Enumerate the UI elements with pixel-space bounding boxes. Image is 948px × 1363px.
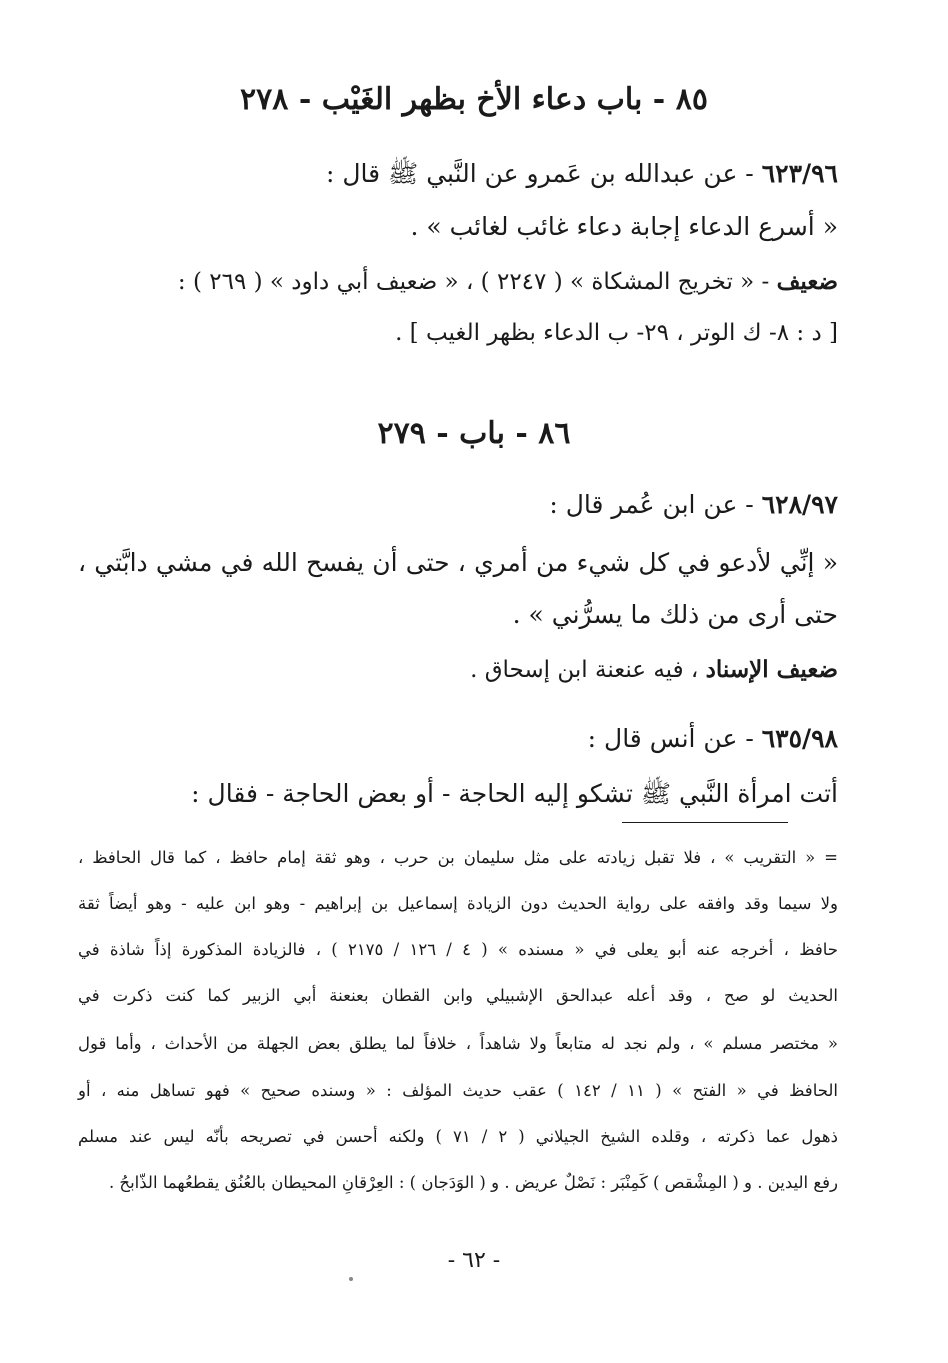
hadith-97-intro — [549, 490, 838, 519]
hadith-96-grade-note: - « تخريج المشكاة » ( ٢٢٤٧ ) ، « ضعيف أبي داود » ( ٢٦٩ ) : — [177, 269, 777, 295]
hadith-97-text-line-2: حتى أرى من ذلك ما يسرُّني » . — [512, 600, 838, 629]
footnote-line: الحافظ في « الفتح » ( ١١ / ١٤٢ ) عقب حديث المؤلف : « وسنده صحيح » فهو تساهل منه ، أو — [78, 1081, 838, 1100]
hadith-97-grade-line — [470, 656, 838, 683]
hadith-97-number: ٦٢٨/٩٧ — [761, 490, 838, 519]
hadith-97-grade: ضعيف الإسناد — [705, 656, 838, 683]
hadith-98-intro-text: - عن أنس قال : — [587, 724, 762, 753]
footnote-separator — [622, 822, 788, 823]
footnote-line: ذهول عما ذكرته ، وقلده الشيخ الجيلاني ( ٢ / ٧١ ) ولكنه أحسن في تصريحه بأنّه ليس عند مسلم — [78, 1127, 838, 1146]
chapter-85-heading: ٨٥ - باب دعاء الأخ بظهر الغَيْب - ٢٧٨ — [240, 82, 708, 117]
hadith-96-intro-text: - عن عبدالله بن عَمرو عن النَّبي ﷺ قال : — [326, 159, 762, 188]
footnote-line: = « التقريب » ، فلا تقبل زيادته على مثل سليمان بن حرب ، وهو ثقة إمام حافظ ، كما قال الحافظ ، — [78, 848, 838, 867]
hadith-96-number: ٦٢٣/٩٦ — [761, 159, 838, 188]
page-number: - ٦٢ - — [447, 1248, 501, 1273]
hadith-96-grade: ضعيف — [776, 268, 838, 295]
footnote-line: رفع اليدين . و ( المِشْقص ) كَمِنْبَر : نَصْلٌ عريض . و ( الوَدَجان ) : العِرْقانِ المحيطان بالعُنُق يقطعُهما الذّابحُ . — [108, 1173, 838, 1192]
hadith-97-grade-note: ، فيه عنعنة ابن إسحاق . — [470, 657, 706, 683]
scan-speck — [349, 1277, 353, 1281]
footnote-line: الحديث لو صح ، وقد أعله عبدالحق الإشبيلي وابن القطان بعنعنة أبي الزبير كما كنت ذكرت في — [78, 986, 838, 1005]
hadith-96-text: « أسرع الدعاء إجابة دعاء غائب لغائب » . — [410, 212, 838, 241]
hadith-98-intro — [588, 724, 838, 753]
hadith-98-number: ٦٣٥/٩٨ — [761, 724, 838, 753]
hadith-96-intro — [326, 158, 838, 195]
hadith-96-reference: [ د : ٨- ك الوتر ، ٢٩- ب الدعاء بظهر الغيب ] . — [395, 320, 838, 346]
footnote-line: ولا سيما وقد وافقه على رواية الحديث دون الزيادة إسماعيل بن إبراهيم - وهو ابن عليه - وهو أيضاً ثقة — [78, 894, 838, 913]
chapter-86-heading: ٨٦ - باب - ٢٧٩ — [377, 416, 571, 451]
footnote-line: حافظ ، أخرجه عنه أبو يعلى في « مسنده » ( ٤ / ١٢٦ / ٢١٧٥ ) ، فالزيادة المذكورة إذاً شاذة في — [78, 940, 838, 959]
hadith-96-grade-line — [78, 268, 838, 295]
hadith-98-text-line-1: أتت امرأة النَّبي ﷺ تشكو إليه الحاجة - أو بعض الحاجة - فقال : — [191, 779, 838, 808]
hadith-97-text-line-1: « إنِّي لأدعو في كل شيء من أمري ، حتى أن يفسح الله في مشي دابَّتي ، — [78, 548, 838, 577]
hadith-97-intro-text: - عن ابن عُمر قال : — [549, 490, 762, 519]
footnote-line: « مختصر مسلم » ، ولم نجد له متابعاً ولا شاهداً ، خلافاً لما يطلق بعض الجهلة من الأحداث ، وأما قول — [78, 1034, 838, 1053]
